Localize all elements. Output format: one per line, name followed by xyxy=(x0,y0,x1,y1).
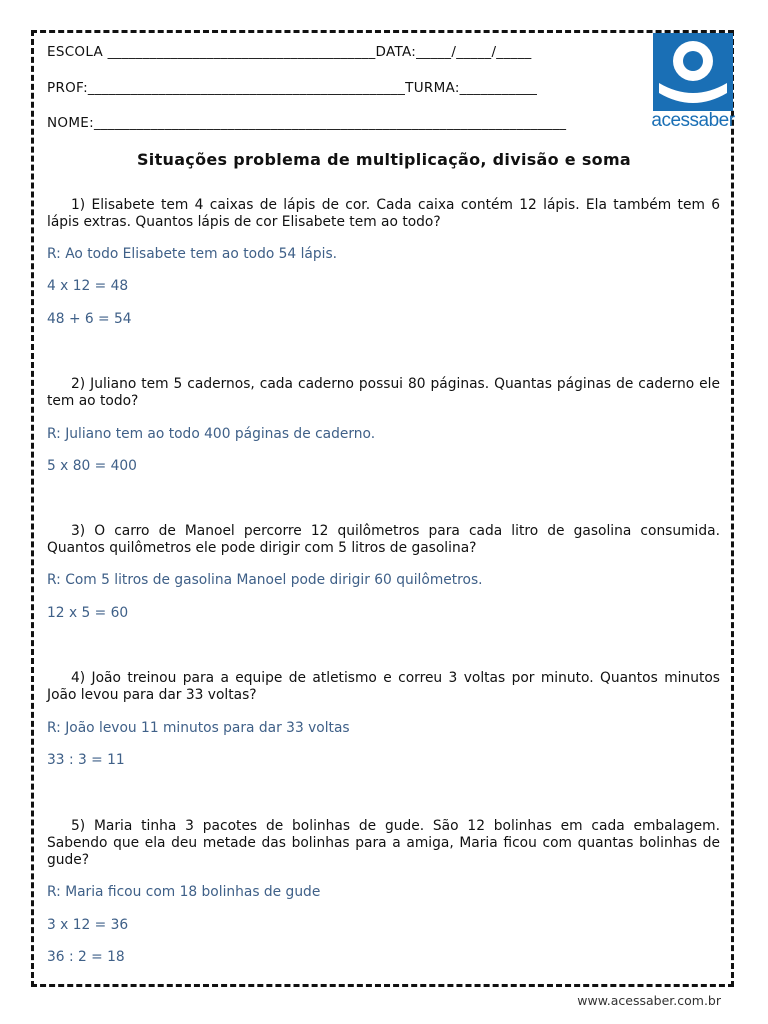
escola-field: ESCOLA ______________________________________DATA:_____/_____/_____ xyxy=(47,44,532,60)
page-title: Situações problema de multiplicação, divisão e soma xyxy=(136,150,632,169)
logo-text: acessaber xyxy=(651,110,735,131)
calc-5-2: 36 : 2 = 18 xyxy=(47,949,125,965)
calc-4-1: 33 : 3 = 11 xyxy=(47,752,125,768)
question-2: 2) Juliano tem 5 cadernos, cada caderno possui 80 páginas. Quantas páginas de caderno ele tem ao todo? xyxy=(47,376,720,409)
answer-3: R: Com 5 litros de gasolina Manoel pode dirigir 60 quilômetros. xyxy=(47,572,483,588)
answer-4: R: João levou 11 minutos para dar 33 voltas xyxy=(47,720,350,736)
calc-3-1: 12 x 5 = 60 xyxy=(47,605,129,621)
prof-field: PROF:_____________________________________________TURMA:___________ xyxy=(47,80,538,96)
answer-1: R: Ao todo Elisabete tem ao todo 54 lápis. xyxy=(47,246,338,262)
answer-2: R: Juliano tem ao todo 400 páginas de caderno. xyxy=(47,426,376,442)
acessaber-logo xyxy=(650,30,736,134)
answer-5: R: Maria ficou com 18 bolinhas de gude xyxy=(47,884,321,900)
footer-url: www.acessaber.com.br xyxy=(577,993,721,1008)
calc-2-1: 5 x 80 = 400 xyxy=(47,458,137,474)
nome-field: NOME:___________________________________________________________________ xyxy=(47,115,567,131)
logo-icon xyxy=(653,33,733,111)
calc-1-2: 48 + 6 = 54 xyxy=(47,311,132,327)
question-4: 4) João treinou para a equipe de atletismo e correu 3 voltas por minuto. Quantos minutos João levou para dar 33 voltas? xyxy=(47,670,720,703)
calc-1-1: 4 x 12 = 48 xyxy=(47,278,129,294)
question-5: 5) Maria tinha 3 pacotes de bolinhas de gude. São 12 bolinhas em cada embalagem. Sabendo que ela deu metade das bolinhas para a amiga, Maria ficou com quantas bolinhas de gude? xyxy=(47,818,720,868)
question-1: 1) Elisabete tem 4 caixas de lápis de cor. Cada caixa contém 12 lápis. Ela também tem 6 lápis extras. Quantos lápis de cor Elisabete tem ao todo? xyxy=(47,197,720,230)
calc-5-1: 3 x 12 = 36 xyxy=(47,917,129,933)
question-3: 3) O carro de Manoel percorre 12 quilômetros para cada litro de gasolina consumida. Quantos quilômetros ele pode dirigir com 5 litros de gasolina? xyxy=(47,523,720,556)
